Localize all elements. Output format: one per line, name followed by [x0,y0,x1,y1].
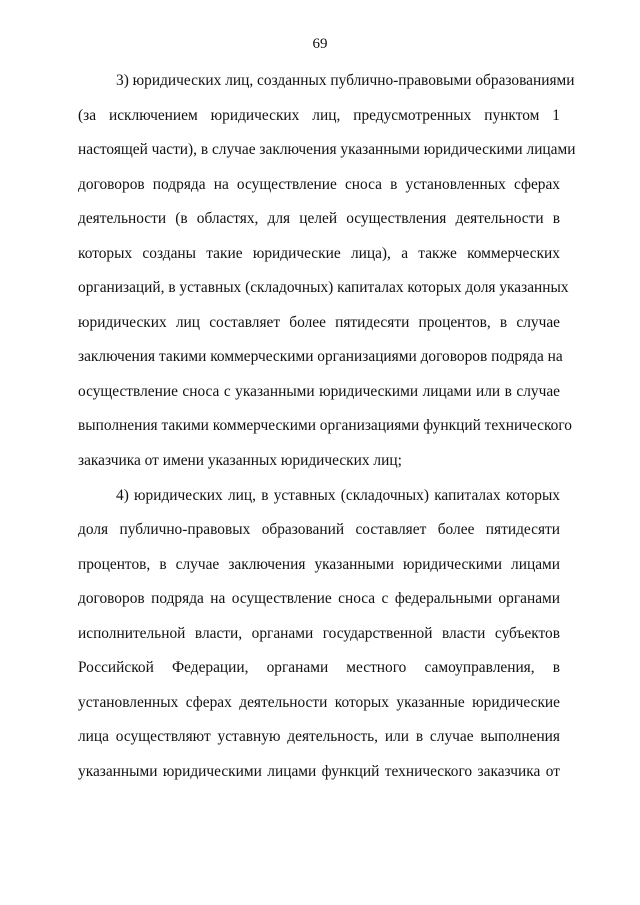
text-line: деятельности (в областях, для целей осуществления деятельности в [78,210,560,227]
text-line: указанными юридическими лицами функций технического заказчика от [78,763,560,780]
text-line: организаций, в уставных (складочных) капиталах которых доля указанных [78,279,569,296]
text-line: 3) юридических лиц, созданных публично-правовыми образованиями [116,72,575,89]
text-line: заключения такими коммерческими организациями договоров подряда на [78,348,563,365]
text-line: осуществление сноса с указанными юридическими лицами или в случае [78,383,560,400]
text-line: Российской Федерации, органами местного самоуправления, в [78,659,560,676]
text-line: выполнения такими коммерческими организациями функций технического [78,417,572,434]
text-line: лица осуществляют уставную деятельность, или в случае выполнения [78,728,560,745]
text-line: договоров подряда на осуществление сноса в установленных сферах [78,176,560,193]
page-number: 69 [312,36,328,52]
text-line: юридических лиц составляет более пятидесяти процентов, в случае [78,314,560,331]
text-line: заказчика от имени указанных юридических лиц; [78,452,402,469]
text-line: исполнительной власти, органами государственной власти субъектов [78,625,560,642]
text-line: которых созданы такие юридические лица), а также коммерческих [78,245,560,262]
text-line: установленных сферах деятельности которых указанные юридические [78,694,560,711]
text-line: 4) юридических лиц, в уставных (складочных) капиталах которых [116,487,560,504]
text-line: договоров подряда на осуществление сноса с федеральными органами [78,590,560,607]
text-line: доля публично-правовых образований составляет более пятидесяти [78,521,560,538]
text-line: процентов, в случае заключения указанными юридическими лицами [78,556,560,573]
text-line: настоящей части), в случае заключения указанными юридическими лицами [78,141,576,158]
text-line: (за исключением юридических лиц, предусмотренных пунктом 1 [78,107,560,124]
